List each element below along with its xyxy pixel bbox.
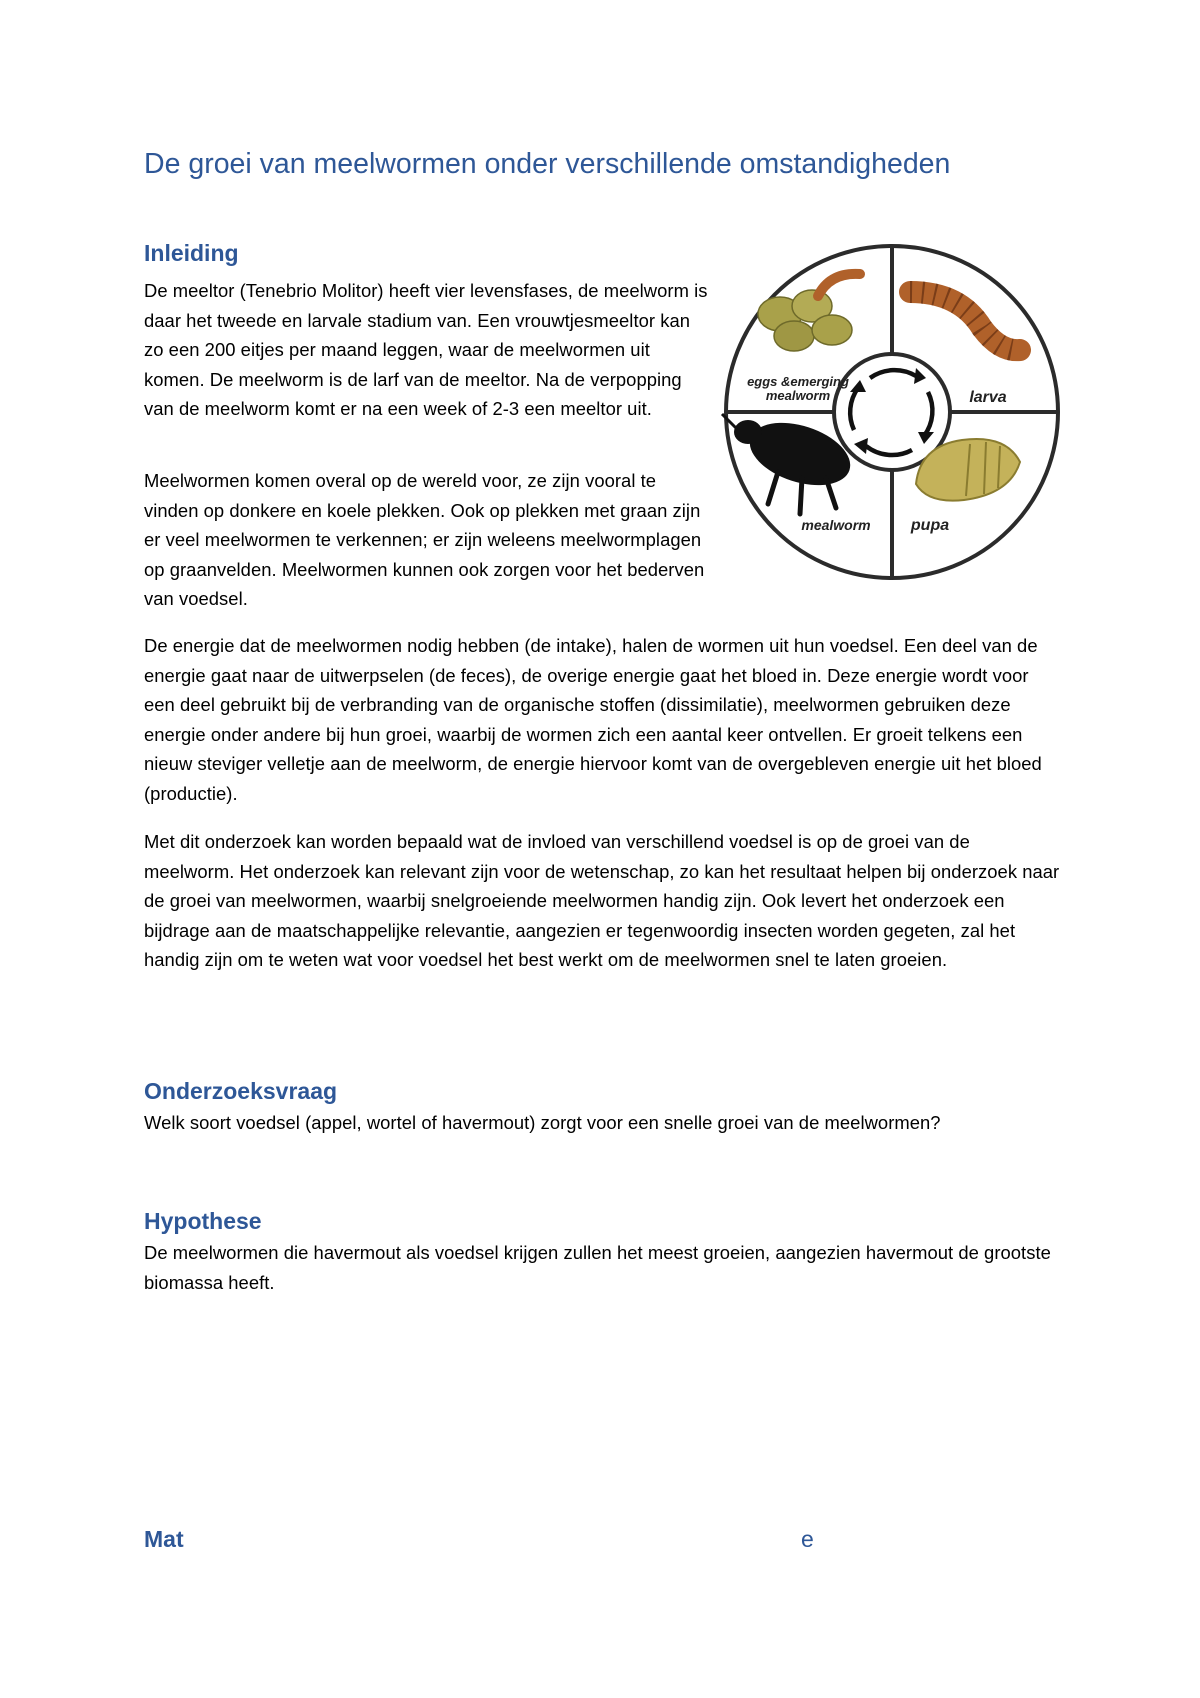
label-larva: larva (969, 389, 1007, 406)
label-pupa: pupa (910, 517, 950, 534)
paragraph-energy: De energie dat de meelwormen nodig hebben (de intake), halen de wormen uit hun voedsel. Een deel van de energie gaat naar de uitwerpselen (de feces), de overige energie gaat het bloed in. Deze energie wordt voor een deel gebruikt bij de verbranding van de organische stoffen (dissimilatie), meelwormen gebruiken deze energie onder andere bij hun groei, waarbij de wormen zich een aantal keer ontvellen. Er groeit telkens een nieuw steviger velletje aan de meelworm, de energie hiervoor komt van de overgebleven energie uit het bloed (productie). (144, 635, 1042, 804)
paragraph-intro-1: De meeltor (Tenebrio Molitor) heeft vier levensfases, de meelworm is daar het tweede en larvale stadium van. Een vrouwtjesmeeltor kan zo een 200 eitjes per maand leggen, waar de meelwormen uit komen. De meelworm is de larf van de meeltor. Na de verpopping van de meelworm komt er na een week of 2-3 een meeltor uit. (144, 280, 708, 420)
heading-hypothese: Hypothese (144, 1208, 262, 1234)
research-question-text: Welk soort voedsel (appel, wortel of havermout) zorgt voor een snelle groei van de meelwormen? (144, 1112, 941, 1133)
heading-inleiding: Inleiding (144, 240, 239, 266)
footer-right-text: e (801, 1526, 814, 1552)
label-eggs-line1: eggs &emerging (747, 374, 849, 389)
mealworm-lifecycle-diagram (720, 232, 1064, 590)
footer-left-text: Mat (144, 1526, 184, 1552)
paragraph-intro-2: Meelwormen komen overal op de wereld voor, ze zijn vooral te vinden op donkere en koele plekken. Ook op plekken met graan zijn er veel meelwormen te verkennen; er zijn weleens meelwormplagen op graanvelden. Meelwormen kunnen ook zorgen voor het bederven van voedsel. (144, 470, 705, 610)
page-title: De groei van meelwormen onder verschillende omstandigheden (144, 148, 951, 180)
paragraph-research-relevance: Met dit onderzoek kan worden bepaald wat de invloed van verschillend voedsel is op de groei van de meelworm. Het onderzoek kan relevant zijn voor de wetenschap, zo kan het resultaat helpen bij onderzoek naar de groei van meelwormen, waarbij snelgroeiende meelwormen handig zijn. Ook levert het onderzoek een bijdrage aan de maatschappelijke relevantie, aangezien er tegenwoordig insecten worden gegeten, zal het handig zijn om te weten wat voor voedsel het best werkt om de meelwormen snel te laten groeien. (144, 831, 1060, 971)
label-eggs-line2: mealworm (765, 388, 831, 403)
heading-onderzoeksvraag: Onderzoeksvraag (144, 1078, 338, 1104)
hypothesis-text: De meelwormen die havermout als voedsel krijgen zullen het meest groeien, aangezien havermout de grootste biomassa heeft. (144, 1242, 1051, 1293)
label-mealworm: mealworm (801, 517, 871, 533)
